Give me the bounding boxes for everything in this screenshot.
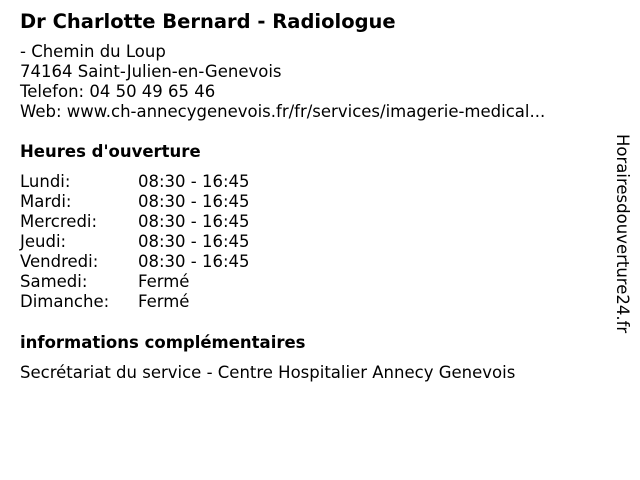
page-title: Dr Charlotte Bernard - Radiologue xyxy=(20,10,396,33)
time-value: 08:30 - 16:45 xyxy=(138,192,250,211)
info-heading: informations complémentaires xyxy=(20,333,306,352)
info-text: Secrétariat du service - Centre Hospitalier Annecy Genevois xyxy=(20,363,516,382)
hours-row-vendredi xyxy=(20,252,600,272)
day-label: Dimanche: xyxy=(20,292,110,311)
hours-row-mardi xyxy=(20,192,600,212)
time-value: 08:30 - 16:45 xyxy=(138,172,250,191)
city-address: 74164 Saint-Julien-en-Genevois xyxy=(20,62,282,81)
hours-row-lundi xyxy=(20,172,600,192)
day-label: Mercredi: xyxy=(20,212,98,231)
hours-row-samedi xyxy=(20,272,600,292)
side-brand-text: Horairesdouverture24.fr xyxy=(613,134,632,334)
phone-number: Telefon: 04 50 49 65 46 xyxy=(20,82,216,101)
hours-row-mercredi xyxy=(20,212,600,232)
time-value: Fermé xyxy=(138,292,190,311)
address-block xyxy=(20,42,600,122)
day-label: Lundi: xyxy=(20,172,71,191)
hours-row-jeudi xyxy=(20,232,600,252)
time-value: 08:30 - 16:45 xyxy=(138,232,250,251)
street-address: - Chemin du Loup xyxy=(20,42,166,61)
listing-card xyxy=(20,10,600,383)
time-value: 08:30 - 16:45 xyxy=(138,212,250,231)
day-label: Mardi: xyxy=(20,192,72,211)
opening-hours-table xyxy=(20,172,600,312)
day-label: Samedi: xyxy=(20,272,88,291)
website-link[interactable]: Web: www.ch-annecygenevois.fr/fr/services/imagerie-medical... xyxy=(20,102,546,121)
hours-heading: Heures d'ouverture xyxy=(20,142,201,161)
day-label: Vendredi: xyxy=(20,252,99,271)
time-value: 08:30 - 16:45 xyxy=(138,252,250,271)
day-label: Jeudi: xyxy=(20,232,67,251)
hours-row-dimanche xyxy=(20,292,600,312)
time-value: Fermé xyxy=(138,272,190,291)
